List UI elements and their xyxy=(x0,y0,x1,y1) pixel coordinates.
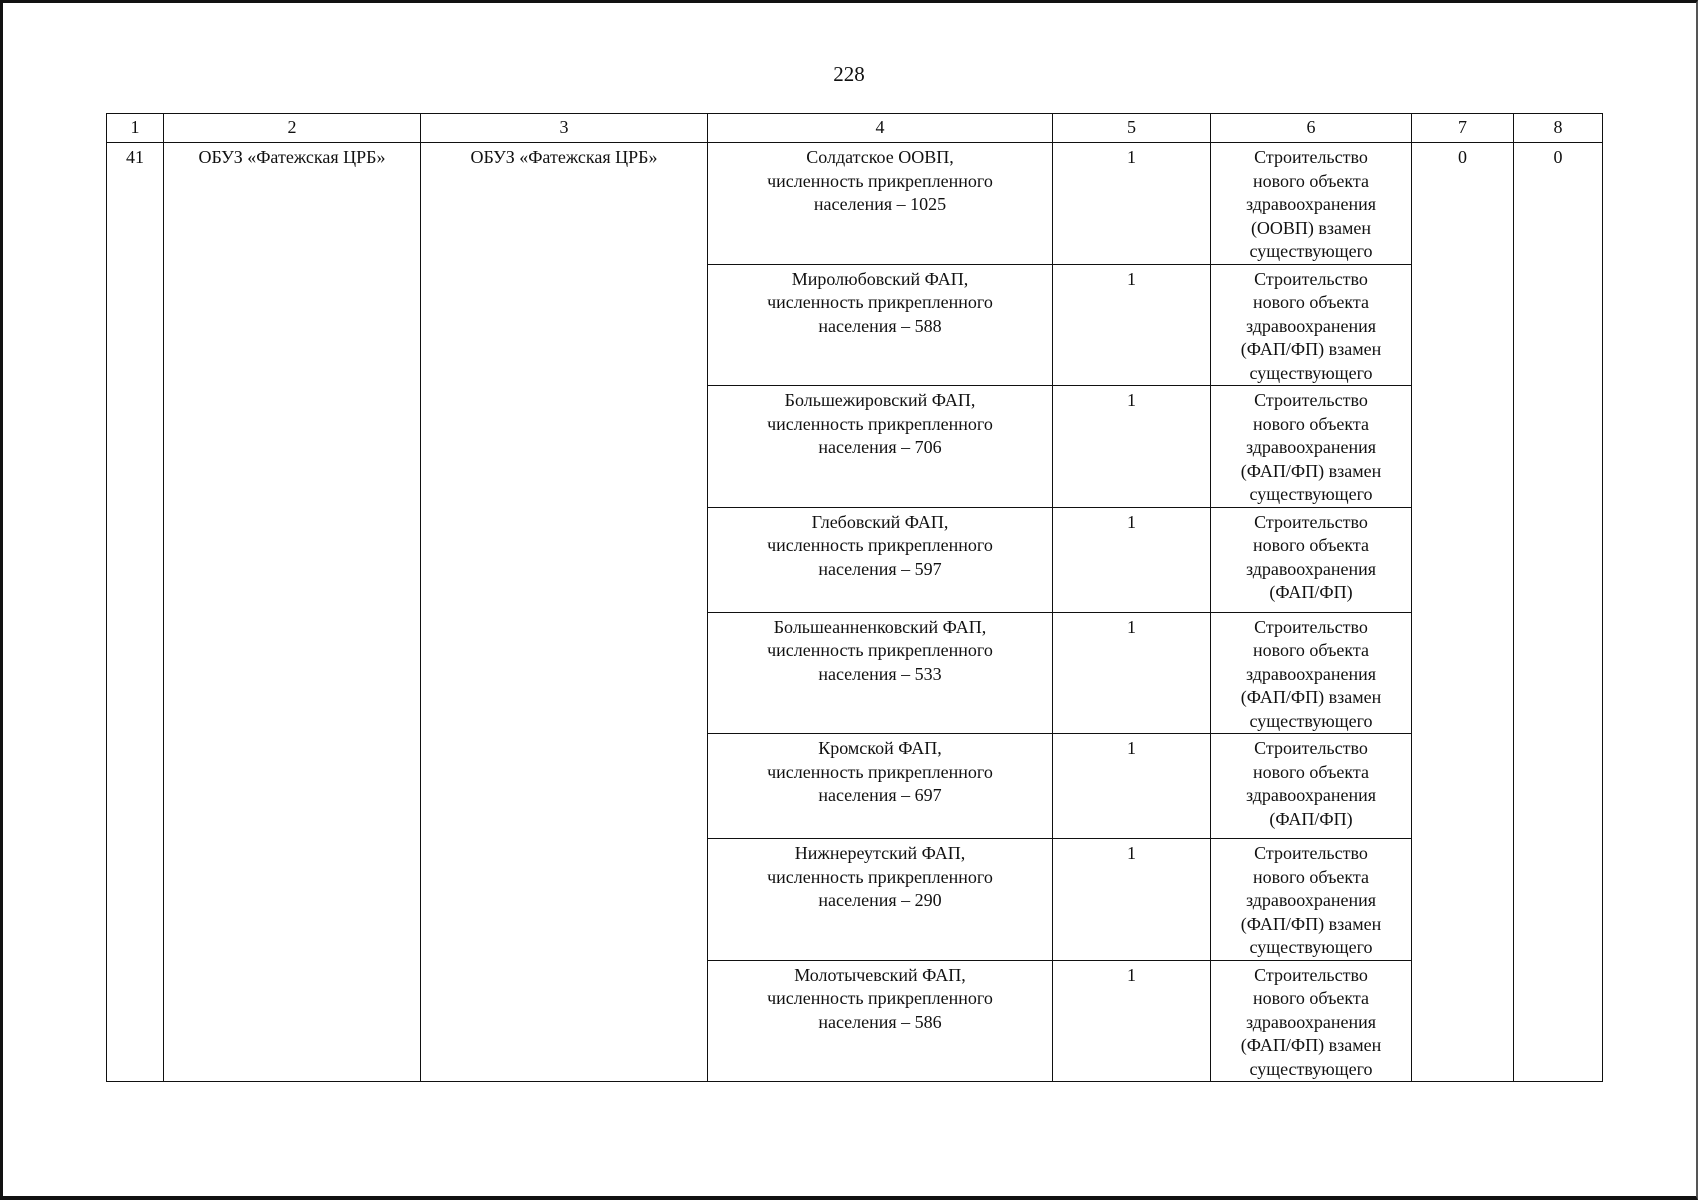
group-org-cell: ОБУЗ «Фатежская ЦРБ» xyxy=(164,143,421,1082)
facility-name-cell xyxy=(708,264,1053,386)
header-col-3: 3 xyxy=(421,114,708,143)
facility-population: населения – 706 xyxy=(818,437,942,457)
action-line: (ФАП/ФП) xyxy=(1269,808,1353,829)
action-line: Строительство xyxy=(1254,964,1368,985)
facility-population-label: численность прикрепленного xyxy=(767,640,993,660)
facility-action-cell xyxy=(1211,839,1412,961)
facility-name: Большеанненковский ФАП, xyxy=(773,616,987,637)
facility-count-cell: 1 xyxy=(1053,612,1211,734)
action-line: нового объекта xyxy=(1252,988,1370,1008)
action-line: здравоохранения xyxy=(1245,1011,1377,1032)
table-row xyxy=(107,143,1603,265)
action-line: существующего xyxy=(1249,1058,1373,1079)
action-line: Строительство xyxy=(1254,843,1368,863)
action-line: Строительство xyxy=(1254,268,1368,289)
facility-population-label: численность прикрепленного xyxy=(767,413,993,434)
facility-action-cell xyxy=(1211,507,1412,612)
action-line: здравоохранения xyxy=(1245,558,1377,579)
facility-count-cell: 1 xyxy=(1053,507,1211,612)
facility-action-cell xyxy=(1211,386,1412,508)
facility-name-cell xyxy=(708,839,1053,961)
facility-population: населения – 588 xyxy=(818,315,942,336)
facility-population-label: численность прикрепленного xyxy=(767,535,993,555)
facilities-table xyxy=(106,113,1603,1082)
action-line: здравоохранения xyxy=(1245,194,1377,214)
action-line: нового объекта xyxy=(1252,761,1370,782)
action-line: Строительство xyxy=(1254,147,1368,167)
action-line: (ФАП/ФП) взамен xyxy=(1240,687,1382,707)
facility-name-cell xyxy=(708,143,1053,265)
facility-count-cell: 1 xyxy=(1053,734,1211,839)
facility-name: Глебовский ФАП, xyxy=(811,511,949,532)
table-body xyxy=(107,143,1603,1082)
action-line: нового объекта xyxy=(1252,170,1370,191)
facility-action-cell xyxy=(1211,264,1412,386)
action-line: существующего xyxy=(1249,710,1373,731)
action-line: существующего xyxy=(1249,241,1373,261)
facility-action-cell xyxy=(1211,960,1412,1082)
facility-count-cell: 1 xyxy=(1053,960,1211,1082)
group-institution-cell: ОБУЗ «Фатежская ЦРБ» xyxy=(421,143,708,1082)
facility-name-cell xyxy=(708,386,1053,508)
facility-name-cell xyxy=(708,612,1053,734)
facility-action-cell xyxy=(1211,734,1412,839)
facility-count-cell: 1 xyxy=(1053,386,1211,508)
facility-count-cell: 1 xyxy=(1053,839,1211,961)
facility-name: Миролюбовский ФАП, xyxy=(791,268,969,289)
action-line: нового объекта xyxy=(1252,640,1370,660)
action-line: существующего xyxy=(1249,484,1373,504)
group-col7-cell: 0 xyxy=(1412,143,1514,1082)
action-line: (ООВП) взамен xyxy=(1250,217,1372,238)
facility-population-label: численность прикрепленного xyxy=(767,292,993,312)
action-line: нового объекта xyxy=(1252,292,1370,312)
facility-name: Нижнереутский ФАП, xyxy=(794,843,966,863)
facility-population-label: численность прикрепленного xyxy=(767,988,993,1008)
facility-action-cell xyxy=(1211,612,1412,734)
action-line: нового объекта xyxy=(1252,413,1370,434)
header-col-1: 1 xyxy=(107,114,164,143)
action-line: здравоохранения xyxy=(1245,663,1377,684)
page-number: 228 xyxy=(833,62,865,86)
action-line: (ФАП/ФП) взамен xyxy=(1240,339,1382,359)
header-row xyxy=(107,114,1603,143)
action-line: здравоохранения xyxy=(1245,785,1377,805)
action-line: нового объекта xyxy=(1252,866,1370,887)
facility-population: населения – 290 xyxy=(818,890,942,910)
action-line: (ФАП/ФП) взамен xyxy=(1240,460,1382,481)
action-line: здравоохранения xyxy=(1245,437,1377,457)
facility-population: населения – 597 xyxy=(818,558,942,579)
action-line: здравоохранения xyxy=(1245,890,1377,910)
header-col-7: 7 xyxy=(1412,114,1514,143)
group-col8-cell: 0 xyxy=(1514,143,1603,1082)
action-line: Строительство xyxy=(1254,390,1368,410)
facility-name: Большежировский ФАП, xyxy=(784,390,976,410)
facility-name-cell xyxy=(708,734,1053,839)
facility-name-cell xyxy=(708,507,1053,612)
facility-count-cell: 1 xyxy=(1053,264,1211,386)
facility-population-label: численность прикрепленного xyxy=(767,866,993,887)
header-col-4: 4 xyxy=(708,114,1053,143)
facility-population: населения – 1025 xyxy=(813,194,947,214)
facility-population: населения – 697 xyxy=(818,785,942,805)
header-col-5: 5 xyxy=(1053,114,1211,143)
header-col-6: 6 xyxy=(1211,114,1412,143)
facility-name-cell xyxy=(708,960,1053,1082)
facility-name: Молотычевский ФАП, xyxy=(794,964,966,985)
action-line: Строительство xyxy=(1254,616,1368,637)
facility-population-label: численность прикрепленного xyxy=(767,170,993,191)
action-line: Строительство xyxy=(1254,511,1368,532)
facility-count-cell: 1 xyxy=(1053,143,1211,265)
header-col-8: 8 xyxy=(1514,114,1603,143)
facility-population: населения – 586 xyxy=(818,1011,942,1032)
facility-name: Солдатское ООВП, xyxy=(806,147,954,167)
header-col-2: 2 xyxy=(164,114,421,143)
table-header xyxy=(107,114,1603,143)
action-line: существующего xyxy=(1249,362,1373,383)
facility-population: населения – 533 xyxy=(818,663,942,684)
action-line: (ФАП/ФП) xyxy=(1269,582,1353,602)
group-number-cell: 41 xyxy=(107,143,164,1082)
action-line: Строительство xyxy=(1254,738,1368,758)
facility-action-cell xyxy=(1211,143,1412,265)
facility-name: Кромской ФАП, xyxy=(818,738,942,758)
action-line: (ФАП/ФП) взамен xyxy=(1240,913,1382,934)
action-line: здравоохранения xyxy=(1245,315,1377,336)
facility-population-label: численность прикрепленного xyxy=(767,761,993,782)
action-line: существующего xyxy=(1249,937,1373,957)
action-line: (ФАП/ФП) взамен xyxy=(1240,1035,1382,1055)
action-line: нового объекта xyxy=(1252,535,1370,555)
